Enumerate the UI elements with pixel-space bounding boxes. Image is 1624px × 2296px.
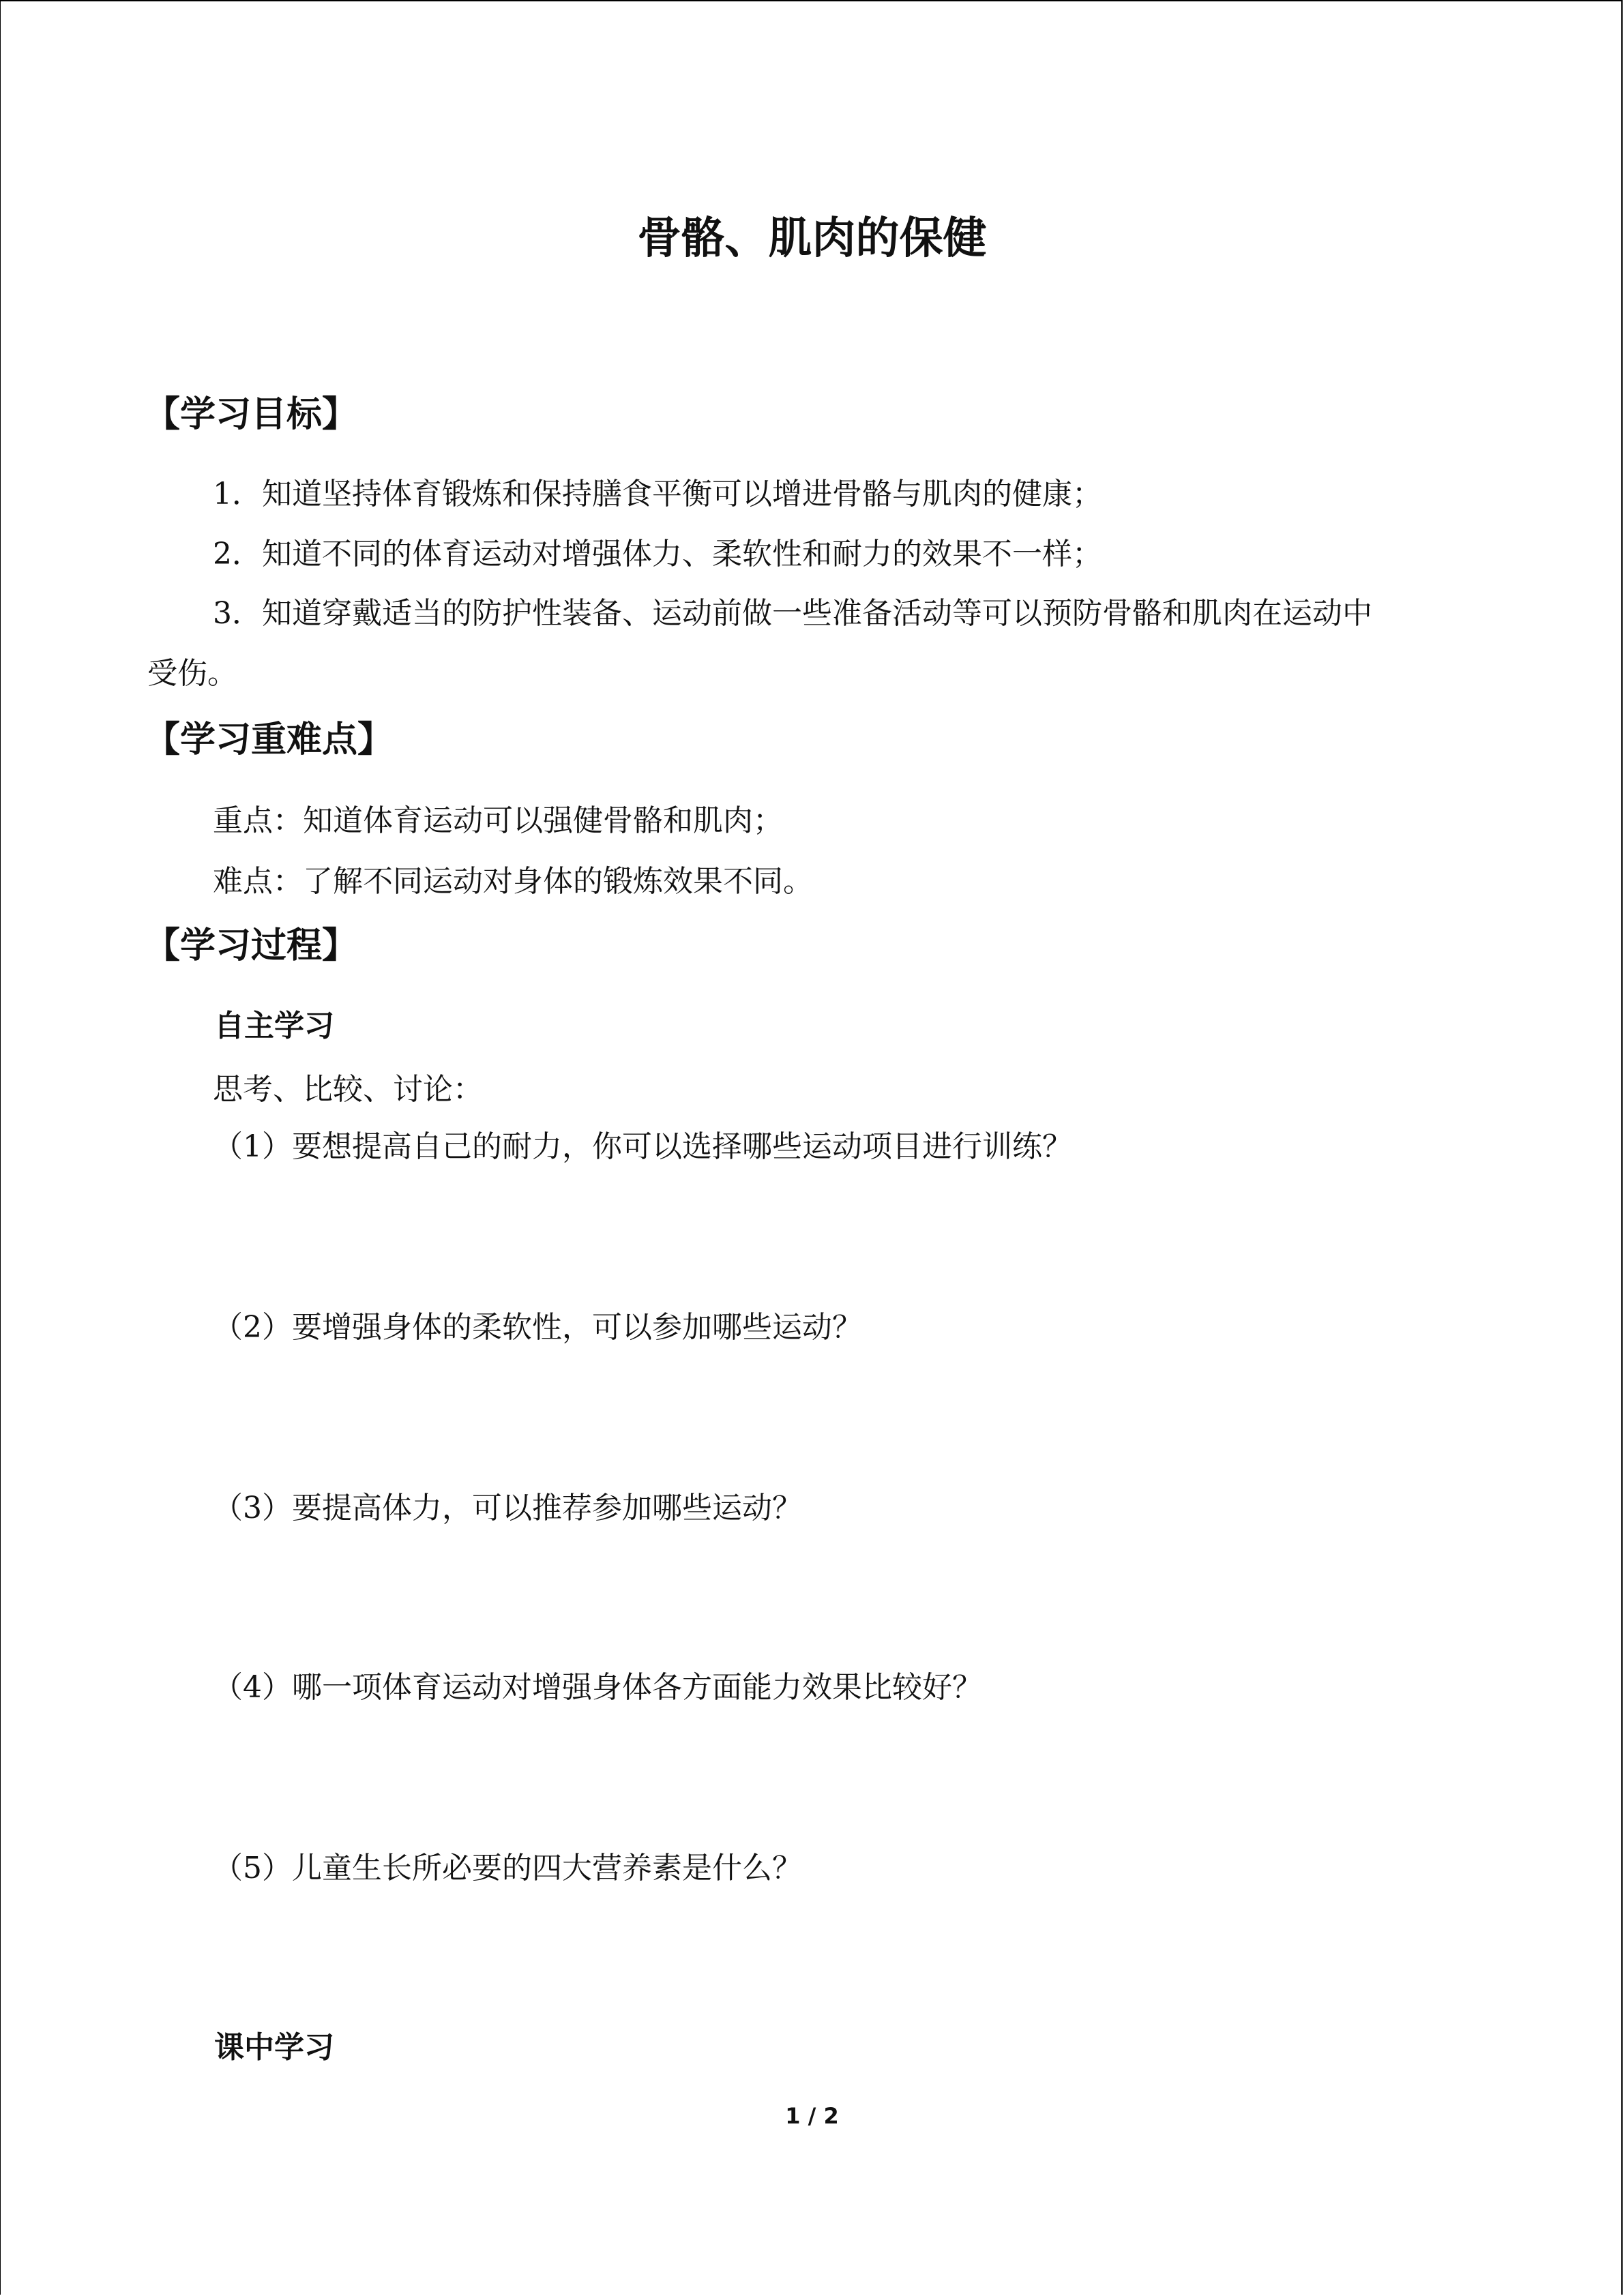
question-5: （5）儿童生长所必要的四大营养素是什么？: [213, 1851, 802, 1885]
difficult-point: 难点：了解不同运动对身体的锻炼效果不同。: [213, 864, 813, 899]
page-number: 1 / 2: [785, 2103, 839, 2129]
key-points-heading: 【学习重难点】: [145, 719, 394, 760]
discussion-prompt: 思考、比较、讨论：: [213, 1072, 483, 1107]
objective-item-3: 3．知道穿戴适当的防护性装备、运动前做一些准备活动等可以预防骨骼和肌肉在运动中: [213, 596, 1372, 631]
in-class-subheading: 课中学习: [214, 2030, 334, 2065]
key-point: 重点：知道体育运动可以强健骨骼和肌肉；: [213, 803, 783, 838]
question-1: （1）要想提高自己的耐力，你可以选择哪些运动项目进行训练？: [213, 1129, 1072, 1164]
process-heading: 【学习过程】: [145, 925, 358, 966]
question-4: （4）哪一项体育运动对增强身体各方面能力效果比较好？: [213, 1670, 982, 1705]
question-2: （2）要增强身体的柔软性，可以参加哪些运动？: [213, 1310, 862, 1345]
objective-item-1: 1．知道坚持体育锻炼和保持膳食平衡可以增进骨骼与肌肉的健康；: [213, 477, 1102, 511]
objective-item-3-continuation: 受伤。: [147, 656, 237, 691]
objective-item-2: 2．知道不同的体育运动对增强体力、柔软性和耐力的效果不一样；: [213, 537, 1102, 571]
document-title: 骨骼、肌肉的保健: [637, 213, 987, 264]
question-3: （3）要提高体力，可以推荐参加哪些运动？: [213, 1491, 802, 1525]
objectives-heading: 【学习目标】: [145, 394, 358, 435]
self-study-subheading: 自主学习: [214, 1009, 334, 1043]
